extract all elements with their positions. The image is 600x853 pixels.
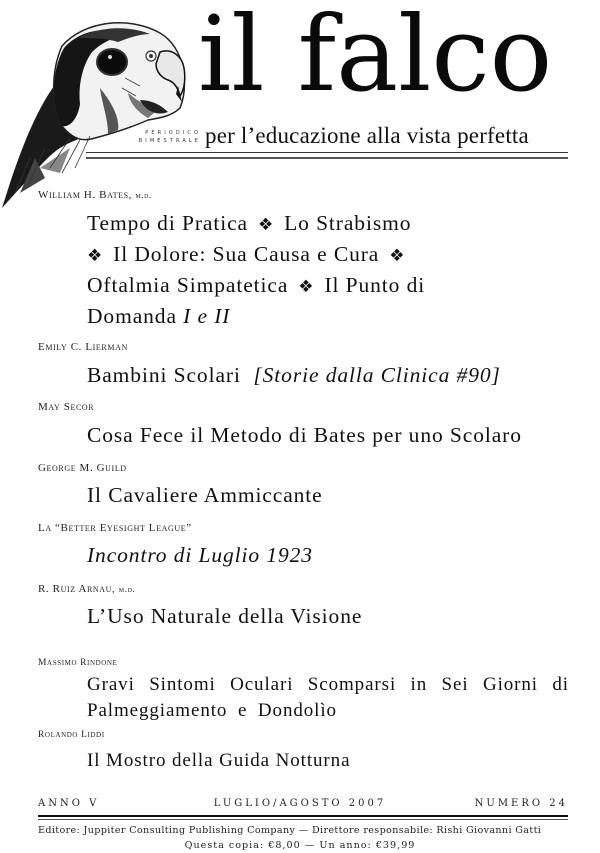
masthead-rule-thin — [86, 152, 568, 153]
ornament-icon: ❖ — [389, 246, 406, 266]
article-title[interactable]: Il Punto di — [324, 273, 426, 297]
price-info: Questa copia: €8,00 — Un anno: €39,99 — [184, 840, 416, 851]
article-title[interactable]: Tempo di Pratica — [87, 211, 248, 235]
issue-number: NUMERO 24 — [474, 798, 568, 809]
periodicity-label — [121, 129, 201, 145]
periodicity-line-2: BIMESTRALE — [138, 138, 201, 144]
article-line — [87, 302, 425, 331]
author-suffix: m.d. — [118, 584, 136, 594]
ornament-icon: ❖ — [87, 246, 104, 266]
footer-rule-thin — [38, 819, 568, 820]
article-title[interactable]: Il Cavaliere Ammiccante — [87, 483, 323, 507]
article-title[interactable]: Domanda — [87, 304, 177, 328]
article-title[interactable]: Incontro di Luglio 1923 — [87, 543, 313, 567]
article-title[interactable]: Lo Strabismo — [284, 211, 412, 235]
author-name: Emily C. Lierman — [38, 341, 128, 353]
article-note: [Storie dalla Clinica #90] — [253, 363, 501, 387]
author-label: William H. Bates, — [38, 189, 132, 201]
article-title[interactable]: Bambini Scolari — [87, 363, 241, 387]
publisher-info: Editore: Juppiter Consulting Publishing Company — Direttore responsabile: Rishi Giovanni Gatti — [38, 825, 542, 836]
footer-rule-thick — [38, 815, 568, 817]
ornament-icon: ❖ — [298, 277, 315, 297]
author-name: Rolando Liddi — [38, 730, 105, 740]
article-title[interactable]: Gravi Sintomi Oculari Scomparsi in Sei Giorni di Palmeggiamento e Dondolìo — [87, 674, 569, 721]
periodicity-line-1: PERIODICO — [145, 130, 201, 136]
author-suffix: m.d. — [135, 190, 152, 200]
article-title[interactable]: Oftalmia Simpatetica — [87, 273, 289, 297]
magazine-subtitle: per l’educazione alla vista perfetta — [205, 123, 529, 148]
masthead-rule-thick — [86, 157, 568, 159]
article-title-group — [87, 209, 425, 331]
article-line — [87, 361, 501, 390]
magazine-title: il falco — [198, 0, 553, 115]
article-title[interactable]: Cosa Fece il Metodo di Bates per uno Scolaro — [87, 423, 522, 447]
article-title-part[interactable]: I e II — [183, 304, 231, 328]
author-name: La “Better Eyesight League” — [38, 522, 192, 534]
volume-label: ANNO V — [38, 798, 100, 809]
author-name: George M. Guild — [38, 462, 127, 474]
article-title[interactable]: Il Dolore: Sua Causa e Cura — [113, 242, 380, 266]
falcon-head-icon — [0, 8, 200, 213]
article-line — [87, 209, 425, 240]
article-title[interactable]: Il Mostro della Guida Notturna — [87, 750, 351, 771]
author-name: May Secor — [38, 401, 95, 413]
author-name — [38, 189, 152, 201]
issue-date: LUGLIO/AGOSTO 2007 — [213, 798, 387, 809]
author-name — [38, 583, 135, 595]
author-name: Massimo Rindone — [38, 658, 118, 668]
article-line — [87, 271, 425, 302]
article-title[interactable]: L’Uso Naturale della Visione — [87, 604, 363, 628]
author-label: R. Ruiz Arnau, — [38, 583, 116, 595]
article-line — [87, 240, 425, 271]
ornament-icon: ❖ — [257, 215, 275, 235]
